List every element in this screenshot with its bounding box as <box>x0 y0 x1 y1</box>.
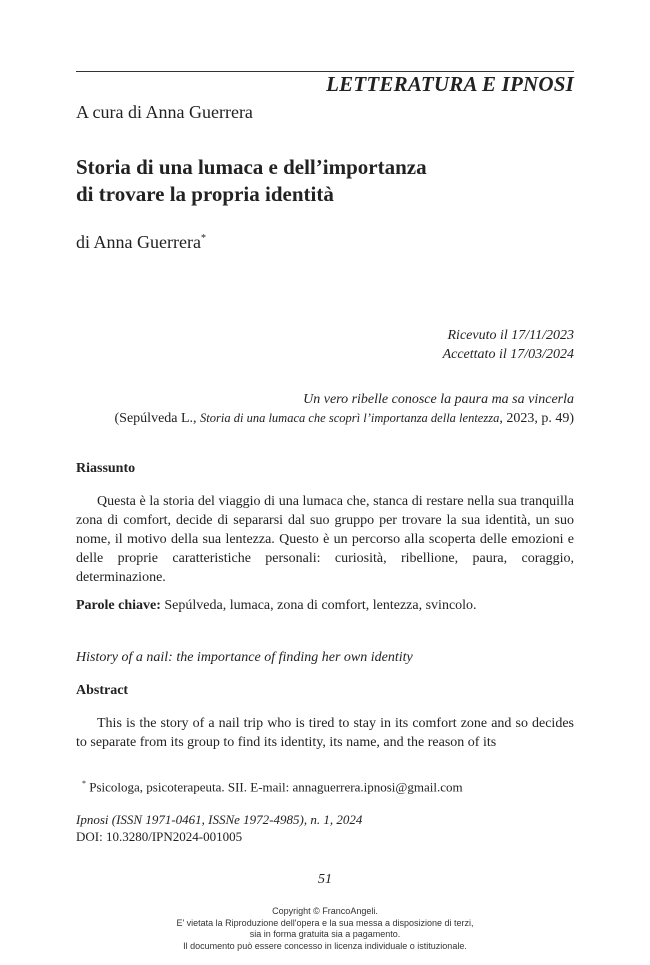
citation-title: Storia di una lumaca che scoprì l’importanza della lentezza <box>200 411 500 425</box>
english-title: History of a nail: the importance of finding her own identity <box>76 650 413 665</box>
epigraph: Un vero ribelle conosce la paura ma sa vincerla <box>303 392 574 407</box>
copyright-line-1: Copyright © FrancoAngeli. <box>272 906 378 916</box>
footnote-text: Psicologa, psicoterapeuta. SII. E-mail: annaguerrera.ipnosi@gmail.com <box>86 779 463 795</box>
footnote <box>82 779 463 795</box>
abstract-paragraph <box>76 714 574 752</box>
copyright-line-4: Il documento può essere concesso in licenza individuale o istituzionale. <box>183 940 467 951</box>
keywords-text: Sepúlveda, lumaca, zona di comfort, lentezza, svincolo. <box>160 598 477 613</box>
riassunto-heading: Riassunto <box>76 461 136 476</box>
citation-prefix: (Sepúlveda L., <box>114 411 201 426</box>
copyright-line-3: sia in forma gratuita sia a pagamento. <box>249 929 401 939</box>
author-name: di Anna Guerrera <box>76 232 201 252</box>
section-title: LETTERATURA E IPNOSI <box>326 72 574 96</box>
journal-doi: DOI: 10.3280/IPN2024-001005 <box>76 829 243 844</box>
article-title-line-2: di trovare la propria identità <box>76 182 334 206</box>
epigraph-citation <box>115 411 574 427</box>
accepted-date: Accettato il 17/03/2024 <box>442 347 574 362</box>
dates-block <box>443 326 574 364</box>
keywords-line <box>76 598 477 614</box>
article-title-line-1: Storia di una lumaca e dell’importanza <box>76 155 427 179</box>
footnote-mark: * <box>82 779 86 788</box>
journal-info <box>76 811 362 845</box>
riassunto-text: Questa è la storia del viaggio di una lumaca che, stanca di restare nella sua tranquilla zona di comfort, decide di separarsi dal suo gruppo per trovare la sua identità, un suo nome, il motivo della sua lentezza. Questo è un percorso alla scoperta delle emozioni e delle proprie caratteristiche personali: curiosità, ribellione, paura, coraggio, determinazione. <box>76 494 574 585</box>
journal-citation: Ipnosi (ISSN 1971-0461, ISSNe 1972-4985), n. 1, 2024 <box>76 812 363 827</box>
page-number: 51 <box>318 872 332 887</box>
riassunto-paragraph <box>76 492 574 587</box>
copyright-line-2: E' vietata la Riproduzione dell'opera e la sua messa a disposizione di terzi, <box>176 917 474 928</box>
copyright-notice <box>0 906 650 952</box>
received-date: Ricevuto il 17/11/2023 <box>447 328 574 343</box>
author-line <box>76 232 206 253</box>
keywords-label: Parole chiave: <box>76 598 161 613</box>
author-footnote-mark: * <box>200 233 206 244</box>
citation-suffix: , 2023, p. 49) <box>499 411 574 426</box>
abstract-text: This is the story of a nail trip who is tired to stay in its comfort zone and so decides to separate from its group to find its identity, its name, and the reason of its <box>76 716 574 750</box>
abstract-heading: Abstract <box>76 683 129 698</box>
article-title <box>76 154 576 208</box>
editor-line: A cura di Anna Guerrera <box>76 102 253 122</box>
